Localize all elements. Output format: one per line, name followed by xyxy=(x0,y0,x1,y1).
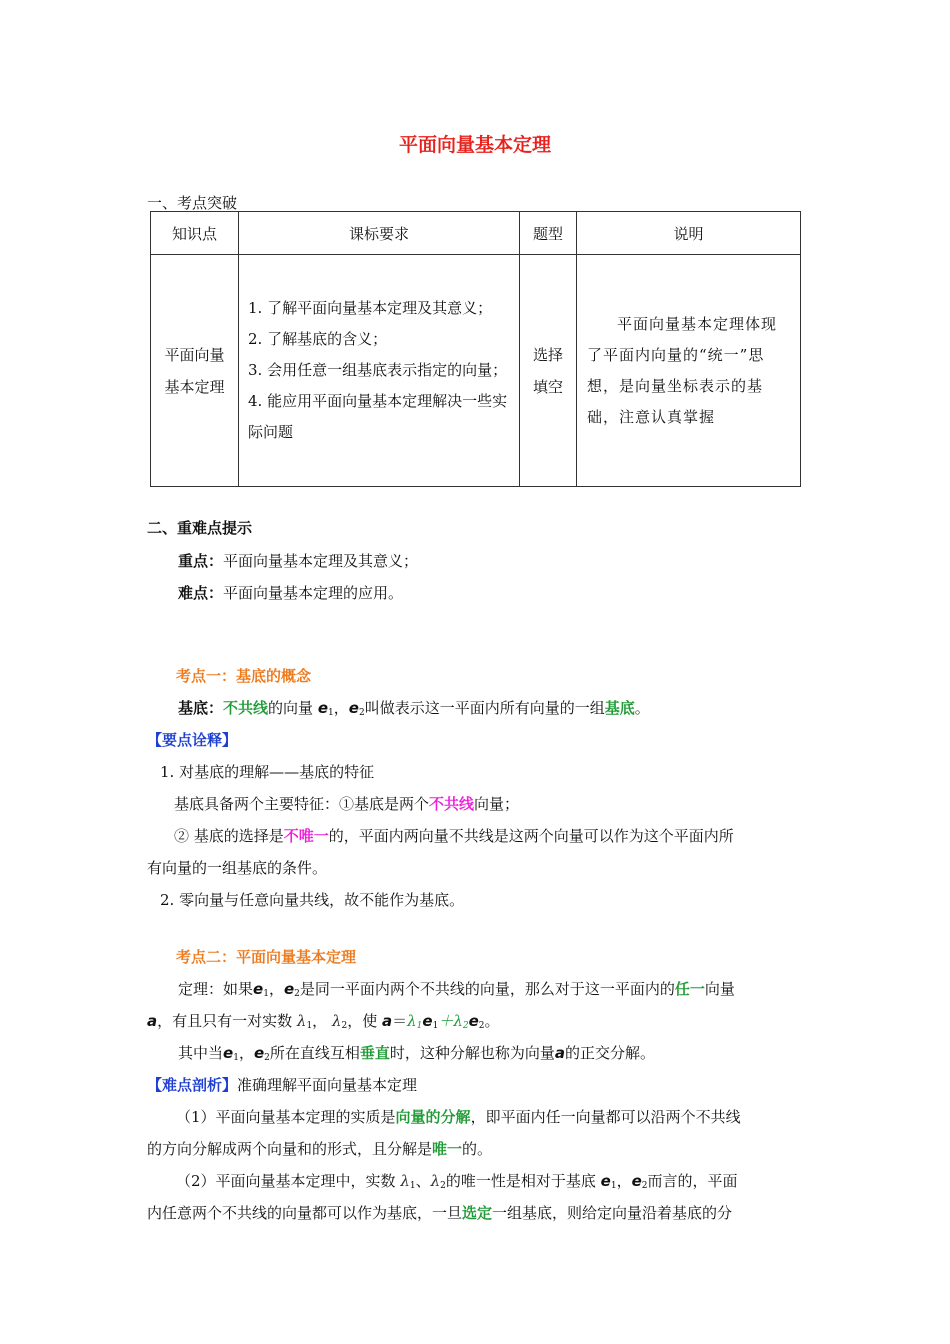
vector-a: a xyxy=(554,1044,566,1062)
header-note: 说明 xyxy=(577,212,801,255)
vector-e2: e xyxy=(283,980,295,998)
subscript: 2 xyxy=(341,1021,348,1031)
text: 一组基底，则给定向量沿着基底的分 xyxy=(492,1204,733,1222)
vector-e1: e xyxy=(317,699,329,717)
key-point xyxy=(178,550,418,571)
type-line: 选择 xyxy=(532,345,563,364)
highlight-decomposition: 向量的分解 xyxy=(395,1108,471,1126)
vector-e2: e xyxy=(253,1044,265,1062)
cell-requirements xyxy=(239,255,520,487)
analysis-heading xyxy=(147,1074,417,1095)
key-text: 平面向量基本定理及其意义； xyxy=(223,552,419,570)
comma: ， xyxy=(333,699,349,717)
subscript: 2 xyxy=(478,1021,485,1031)
highlight-basis: 基底 xyxy=(604,699,635,717)
subscript: 2 xyxy=(641,1181,648,1191)
subscript: 2 xyxy=(294,989,300,999)
text: 的。 xyxy=(462,1140,493,1158)
text: 的正交分解。 xyxy=(565,1044,656,1062)
equals: ＝ xyxy=(392,1012,408,1030)
analysis-p1-cont xyxy=(147,1138,492,1159)
lambda-1: λ xyxy=(400,1172,410,1190)
table-header-row xyxy=(151,212,801,255)
analysis-p2-cont xyxy=(147,1202,732,1223)
text: （2）平面向量基本定理中，实数 xyxy=(176,1172,396,1190)
point1-heading: 考点一：基底的概念 xyxy=(176,667,312,685)
table-row xyxy=(151,255,801,487)
requirement-item: 2. 了解基底的含义； xyxy=(248,330,388,348)
section1-heading: 一、考点突破 xyxy=(147,194,238,212)
vector-e1: e xyxy=(600,1172,611,1190)
subscript: 1 xyxy=(610,1181,617,1191)
basis-definition xyxy=(178,697,650,718)
vector-a: a xyxy=(147,1012,158,1030)
text: 时，这种分解也称为向量 xyxy=(389,1044,555,1062)
subscript: 2 xyxy=(358,708,365,718)
def-text: 叫做表示这一平面内所有向量的一组 xyxy=(364,699,605,717)
difficult-text: 平面向量基本定理的应用。 xyxy=(223,584,404,602)
lambda-1: λ xyxy=(407,1012,417,1030)
theorem-line-1 xyxy=(178,978,735,999)
lambda-2: λ xyxy=(430,1172,441,1190)
text: ② 基底的选择是 xyxy=(174,827,284,845)
difficult-label: 难点： xyxy=(178,584,224,602)
vector-e2: e xyxy=(631,1172,642,1190)
note-item-1a xyxy=(174,793,519,814)
highlight-selected: 选定 xyxy=(462,1204,493,1222)
subscript: 1 xyxy=(306,1021,313,1031)
period: 。 xyxy=(484,1012,500,1030)
analysis-p2 xyxy=(176,1170,738,1191)
text: 而言的，平面 xyxy=(647,1172,738,1190)
subscript: 2 xyxy=(264,1053,270,1063)
knowledge-table xyxy=(150,211,801,487)
section2-heading: 二、重难点提示 xyxy=(147,519,253,537)
comma: ， xyxy=(238,1044,254,1062)
subscript: 1 xyxy=(432,1021,439,1031)
knowledge-line: 基本定理 xyxy=(164,377,225,396)
cell-knowledge xyxy=(151,255,239,487)
period: 。 xyxy=(634,699,650,717)
comma: ， xyxy=(312,1012,328,1030)
subscript: 1 xyxy=(263,989,269,999)
note-item-1b-cont: 有向量的一组基底的条件。 xyxy=(147,859,328,877)
point2-heading: 考点二：平面向量基本定理 xyxy=(176,948,357,966)
type-line: 填空 xyxy=(532,377,563,396)
highlight-any: 任一 xyxy=(674,980,705,998)
theorem-line-3 xyxy=(178,1042,655,1063)
vector-e2: e xyxy=(348,699,359,717)
subscript: 1 xyxy=(416,1021,423,1031)
highlight-noncollinear: 不共线 xyxy=(429,795,475,813)
analysis-label: 【难点剖析】 xyxy=(147,1076,238,1094)
text: 定理：如果 xyxy=(178,980,254,998)
difficult-point xyxy=(178,582,403,603)
header-knowledge: 知识点 xyxy=(151,212,239,255)
lambda-2: λ xyxy=(453,1012,463,1030)
knowledge-line: 平面向量 xyxy=(164,345,225,364)
comma: ， xyxy=(268,980,284,998)
text: 的，平面内两向量不共线是这两个向量可以作为这个平面内所 xyxy=(328,827,734,845)
highlight-perpendicular: 垂直 xyxy=(359,1044,390,1062)
comma: ， xyxy=(616,1172,632,1190)
text: 向量 xyxy=(704,980,735,998)
highlight-not-unique: 不唯一 xyxy=(283,827,329,845)
theorem-line-2 xyxy=(147,1010,500,1031)
text: 其中当 xyxy=(178,1044,224,1062)
cell-note: 平面向量基本定理体现了平面内向量的“统一”思想，是向量坐标表示的基础，注意认真掌握 xyxy=(577,255,801,487)
requirement-item: 3. 会用任意一组基底表示指定的向量； xyxy=(248,361,508,379)
text: 基底具备两个主要特征：①基底是两个 xyxy=(174,795,430,813)
subscript: 2 xyxy=(462,1021,469,1031)
text: 的方向分解成两个向量和的形式，且分解是 xyxy=(147,1140,433,1158)
subscript: 1 xyxy=(233,1053,239,1063)
text: 所在直线互相 xyxy=(269,1044,360,1062)
highlight-unique: 唯一 xyxy=(432,1140,463,1158)
text: ，有且只有一对实数 xyxy=(157,1012,293,1030)
text: 的唯一性是相对于基底 xyxy=(445,1172,596,1190)
text: ，即平面内任一向量都可以沿两个不共线 xyxy=(470,1108,741,1126)
note-item-2: 2. 零向量与任意向量共线，故不能作为基底。 xyxy=(160,891,465,909)
note-item-1: 1. 对基底的理解——基底的特征 xyxy=(160,763,375,781)
text: 是同一平面内两个不共线的向量，那么对于这一平面内的 xyxy=(299,980,675,998)
vector-e1: e xyxy=(253,980,264,998)
page-title: 平面向量基本定理 xyxy=(398,134,551,156)
analysis-title: 准确理解平面向量基本定理 xyxy=(237,1076,418,1094)
lambda-1: λ xyxy=(296,1012,307,1030)
vector-a: a xyxy=(382,1012,393,1030)
note-item-1b xyxy=(174,825,734,846)
cell-type xyxy=(520,255,577,487)
text: 内任意两个不共线的向量都可以作为基底，一旦 xyxy=(147,1204,463,1222)
separator: 、 xyxy=(415,1172,431,1190)
analysis-p1 xyxy=(176,1106,741,1127)
note-label: 【要点诠释】 xyxy=(147,731,238,749)
lambda-2: λ xyxy=(331,1012,342,1030)
vector-e2: e xyxy=(468,1012,479,1030)
text: ，使 xyxy=(347,1012,378,1030)
def-text: 的向量 xyxy=(268,699,314,717)
highlight-noncollinear: 不共线 xyxy=(223,699,269,717)
vector-e1: e xyxy=(422,1012,433,1030)
vector-e1: e xyxy=(223,1044,234,1062)
key-label: 重点： xyxy=(178,552,224,570)
basis-label: 基底： xyxy=(178,699,224,717)
text: （1）平面向量基本定理的实质是 xyxy=(176,1108,396,1126)
plus: ＋ xyxy=(438,1012,454,1030)
subscript: 2 xyxy=(440,1181,446,1191)
subscript: 1 xyxy=(409,1181,416,1191)
requirement-item: 4. 能应用平面向量基本定理解决一些实际问题 xyxy=(248,392,508,441)
header-type: 题型 xyxy=(520,212,577,255)
text: 向量； xyxy=(474,795,520,813)
requirement-item: 1. 了解平面向量基本定理及其意义； xyxy=(248,299,493,317)
header-requirements: 课标要求 xyxy=(239,212,520,255)
subscript: 1 xyxy=(328,708,334,718)
